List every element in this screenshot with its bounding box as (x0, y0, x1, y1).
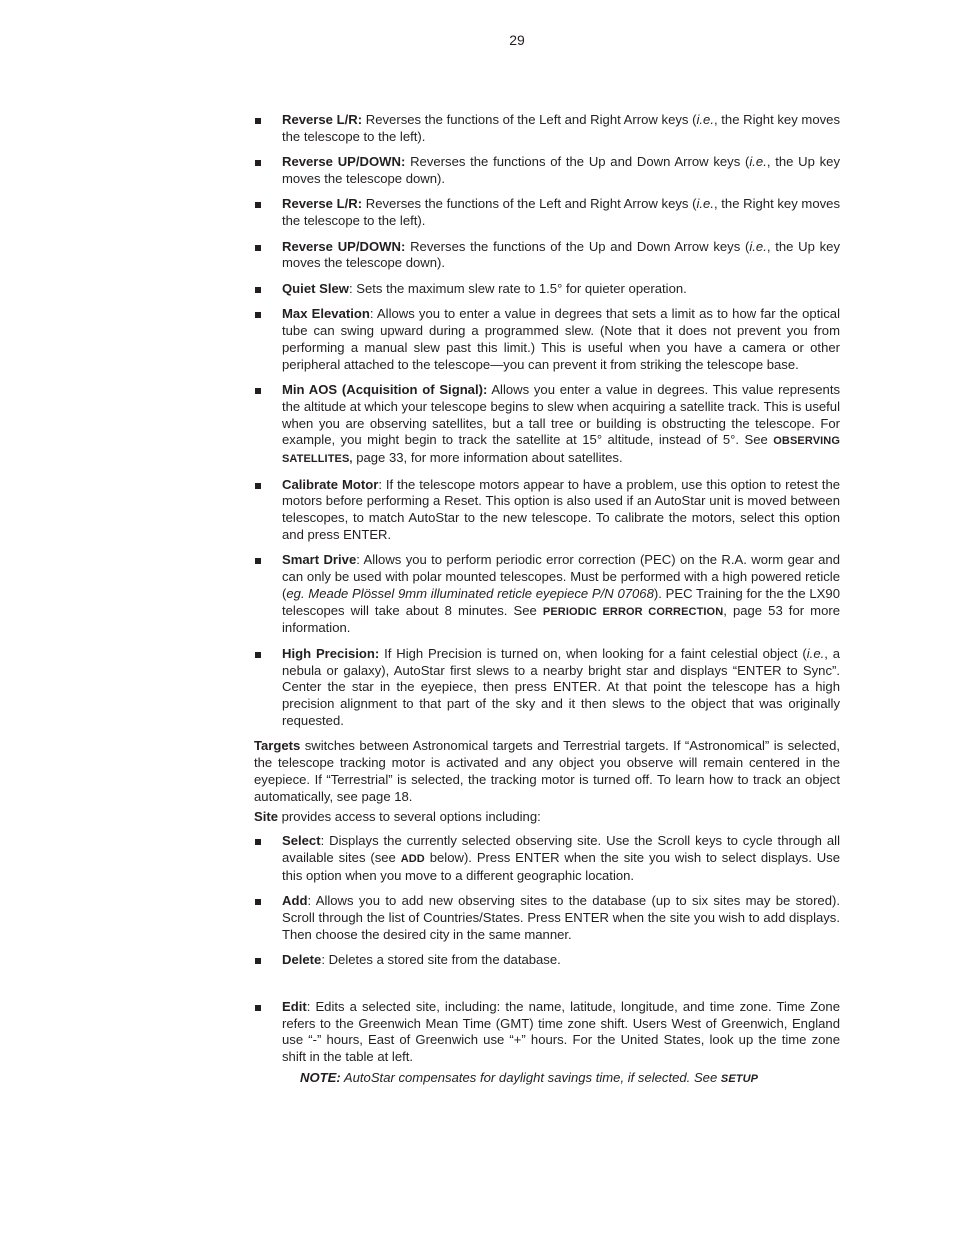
item-text: : Deletes a stored site from the database. (321, 951, 561, 967)
list-item-calibrate-motor (254, 477, 840, 544)
list-item-reverse-updown (254, 154, 840, 188)
item-text: : If the telescope motors appear to have a problem, use this option to retest the motors before performing a Reset. This option is also used if an AutoStar unit is moved between telescopes, to match AutoStar to the new telescope. To calibrate the motors, select this option and press ENTER. (282, 476, 841, 542)
page-number: 29 (509, 32, 525, 48)
square-bullet-icon (255, 245, 261, 251)
item-emphasis: i.e. (749, 238, 767, 254)
square-bullet-icon (255, 312, 261, 318)
list-item-min-aos (254, 382, 840, 468)
item-term: Select (282, 833, 321, 849)
list-item-smart-drive (254, 552, 840, 637)
paragraph-term: Targets (254, 738, 301, 754)
list-item-reverse-updown (254, 239, 840, 273)
item-term: High Precision: (282, 645, 380, 661)
square-bullet-icon (255, 160, 261, 166)
item-text: : Allows you to enter a value in degrees that sets a limit as to how far the optical tube can swing upward during a programmed slew. (Note that it does not prevent you from performing a manual slew past this limit.) This is useful when you have a camera or other peripheral attached to the telescope—you can prevent it from striking the telescope base. (282, 306, 840, 372)
item-term: Max Elevation (282, 306, 370, 322)
item-text: : Edits a selected site, including: the name, latitude, longitude, and time zone. Time Zone refers to the Greenwich Mean Time (GMT) time zone shift. Users West of Greenwich, England use “-” hours, East of Greenwich use “+” hours. For the United States, look up the time zone shift in the table at left. (282, 998, 840, 1065)
item-text: : Displays the currently selected observing site. Use the Scroll keys to cycle through all available sites (see (282, 833, 840, 865)
item-term: Min AOS (Acquisition of Signal): (282, 381, 488, 397)
item-text: page 33, for more information about satellites. (352, 450, 623, 466)
square-bullet-icon (255, 899, 261, 905)
item-text: , page 53 for more information. (282, 602, 840, 636)
item-term: Add (282, 893, 308, 908)
item-term: Delete (282, 951, 322, 967)
square-bullet-icon (255, 118, 261, 124)
item-text: : Allows you to add new observing sites to the database (up to six sites may be stored). Scroll through the list of Countries/States. Press ENTER when the site you wish to add displays. Then choose the desired city in the same manner. (282, 893, 840, 942)
item-text: Allows you enter a value in degrees. This value represents the altitude at which your telescope begins to slew when acquiring a satellite track. This is useful when you are observing satellites, but a tall tree or building is obstructing the telescope. For example, you might begin to track the satellite at 15° altitude, instead of 5°. See (282, 381, 840, 448)
item-text: If High Precision is turned on, when looking for a faint celestial object ( (379, 645, 807, 661)
item-emphasis: i.e. (696, 112, 714, 127)
item-text: , the Right key moves the telescope to the left). (282, 112, 840, 144)
item-term: Reverse UP/DOWN: (282, 154, 406, 170)
item-term: Reverse L/R: (282, 112, 363, 127)
paragraph-text: switches between Astronomical targets and Terrestrial targets. If “Astronomical” is selected, the telescope tracking motor is activated and any object you observe will remain centered in the eyepiece. If “Terrestrial” is selected, the tracking motor is turned off. To learn how to track an object automatically, see page 18. (254, 738, 840, 804)
square-bullet-icon (255, 839, 261, 845)
note-text: AutoStar compensates for daylight savings time, if selected. See (340, 1069, 721, 1085)
item-emphasis: i.e. (749, 154, 767, 170)
list-item-delete (254, 952, 840, 969)
note-paragraph (254, 1070, 840, 1088)
square-bullet-icon (255, 558, 261, 564)
targets-paragraph (254, 738, 840, 805)
square-bullet-icon (255, 388, 261, 394)
item-text: ). PEC Training for the the LX90 telescopes will take about 8 minutes. See (282, 585, 840, 618)
item-text: Reverses the functions of the Left and Right Arrow keys ( (362, 196, 697, 212)
list-item-add (254, 893, 840, 943)
list-item-edit (254, 999, 840, 1066)
cross-reference: OBSERVING SATELLITES, (282, 435, 840, 466)
item-text: below). Press ENTER when the site you wish to select displays. Use this option when you move to a different geographic location. (282, 849, 840, 883)
square-bullet-icon (255, 287, 261, 293)
item-text: : Sets the maximum slew rate to 1.5° for quieter operation. (348, 280, 687, 296)
paragraph-term: Site (254, 809, 279, 825)
item-term: Smart Drive (282, 552, 357, 568)
item-term: Reverse L/R: (282, 196, 363, 212)
item-text: : Allows you to perform periodic error correction (PEC) on the R.A. worm gear and can only be used with polar mounted telescopes. Must be performed with a high powered reticle ( (282, 552, 840, 601)
item-emphasis: i.e. (806, 645, 825, 661)
item-term: Quiet Slew (282, 280, 349, 296)
item-text: , the Right key moves the telescope to the left). (282, 196, 840, 229)
item-text: , the Up key moves the telescope down). (282, 238, 841, 271)
list-item-max-elevation (254, 306, 840, 373)
item-term: Calibrate Motor (282, 476, 379, 492)
item-emphasis: eg. Meade Plössel 9mm illuminated reticle eyepiece P/N 07068 (286, 585, 654, 601)
page-content (254, 112, 840, 1088)
cross-reference: PERIODIC ERROR CORRECTION (542, 605, 724, 618)
item-emphasis: i.e. (696, 196, 714, 212)
list-item-reverse-lr (254, 112, 840, 146)
square-bullet-icon (255, 483, 261, 489)
cross-reference: ADD (400, 852, 425, 865)
list-item-quiet-slew (254, 281, 840, 298)
list-item-select (254, 833, 840, 884)
cross-reference: SETUP (720, 1072, 759, 1085)
item-text: Reverses the functions of the Up and Down Arrow keys ( (405, 238, 750, 254)
square-bullet-icon (255, 652, 261, 658)
list-item-high-precision (254, 646, 840, 730)
square-bullet-icon (255, 958, 261, 964)
item-term: Edit (282, 998, 307, 1014)
square-bullet-icon (255, 1005, 261, 1011)
item-term: Reverse UP/DOWN: (282, 238, 406, 254)
paragraph-text: provides access to several options including: (278, 809, 541, 825)
item-text: Reverses the functions of the Left and Right Arrow keys ( (362, 112, 697, 127)
item-text: Reverses the functions of the Up and Down Arrow keys ( (405, 154, 750, 170)
note-label: NOTE: (300, 1069, 341, 1085)
site-paragraph (254, 809, 840, 826)
list-item-reverse-lr (254, 196, 840, 230)
square-bullet-icon (255, 202, 261, 208)
item-text: , a nebula or galaxy), AutoStar first slews to a nearby bright star and displays “ENTER to Sync”. Center the star in the eyepiece, then press ENTER. At that point the telescope has a high precision alignment to that part of the sky and it then slews to the object that was originally requested. (282, 645, 841, 729)
item-text: , the Up key moves the telescope down). (282, 154, 841, 186)
